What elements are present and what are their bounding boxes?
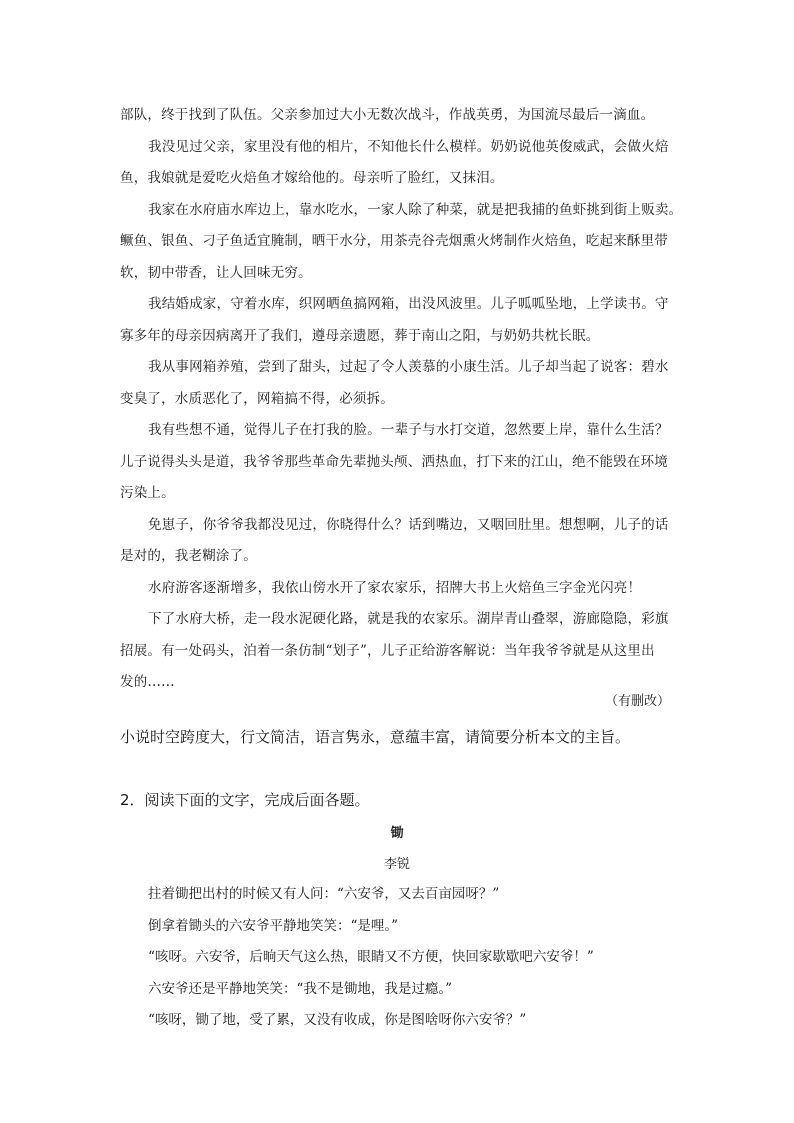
passage-1-line: 我有些想不通，觉得儿子在打我的脸。一辈子与水打交道，忽然要上岸，靠什么生活？ — [148, 422, 669, 438]
passage-2-line: 拄着锄把出村的时候又有人问：“六安爷，又去百亩园呀？” — [148, 886, 500, 902]
source-note: （有删改） — [604, 694, 670, 709]
passage-1-line: 水府游客逐渐增多，我依山傍水开了家农家乐，招牌大书上火焙鱼三字金光闪亮！ — [148, 579, 642, 596]
passage-2-line: “咳呀，锄了地，受了累，又没有收成，你是图啥呀你六安爷？” — [148, 1012, 527, 1028]
question-2-heading: 2．阅读下面的文字，完成后面各题。 — [120, 791, 370, 809]
passage-1-line: 我从事网箱养殖，尝到了甜头，过起了令人羡慕的小康生活。儿子却当起了说客：碧水 — [148, 359, 669, 375]
passage-1-line: 变臭了，水质恶化了，网箱搞不得，必须拆。 — [120, 390, 394, 407]
passage-1-line: 免崽子，你爷爷我都没见过，你晓得什么？话到嘴边，又咽回肚里。想想啊，儿子的话 — [148, 516, 669, 533]
passage-1-line: 我没见过父亲，家里没有他的相片，不知他长什么模样。奶奶说他英俊威武，会做火焙 — [148, 138, 669, 155]
passage-1-line: 我结婚成家，守着水库，织网晒鱼搞网箱，出没风波里。儿子呱呱坠地，上学读书。守 — [148, 296, 669, 312]
passage-2 — [148, 879, 688, 1037]
passage-1 — [120, 100, 683, 699]
passage-1-line: 寡多年的母亲因病离开了我们，遵母亲遗愿，葬于南山之阳，与奶奶共枕长眠。 — [120, 327, 600, 344]
passage-1-line: 软，韧中带香，让人回味无穷。 — [120, 264, 312, 281]
passage-1-line: 鱼，我娘就是爱吃火焙鱼才嫁给他的。母亲听了脸红，又抹泪。 — [120, 170, 504, 186]
question-1: 小说时空跨度大，行文简洁，语言隽永，意蕴丰富，请简要分析本文的主旨。 — [120, 728, 631, 746]
passage-1-line: 儿子说得头头是道，我爷爷那些革命先辈抛头颅、洒热血，打下来的江山，绝不能毁在环境 — [120, 453, 668, 470]
passage-1-line: 是对的，我老糊涂了。 — [120, 548, 257, 564]
passage-1-line: 污染上。 — [120, 485, 175, 501]
passage-1-line: 鳜鱼、银鱼、刁子鱼适宜腌制，晒干水分，用茶壳谷壳烟熏火烤制作火焙鱼，吃起来酥里带 — [120, 233, 668, 249]
passage-1-line: 发的…… — [120, 674, 175, 690]
passage-2-author: 李锐 — [383, 857, 410, 872]
passage-2-title: 锄 — [390, 826, 404, 841]
passage-2-line: “咳呀。六安爷，后晌天气这么热，眼睛又不方便，快回家歇歇吧六安爷！” — [148, 949, 594, 965]
passage-2-line: 倒拿着锄头的六安爷平静地笑笑：“是哩。” — [148, 917, 399, 934]
passage-1-line: 我家在水府庙水库边上，靠水吃水，一家人除了种菜，就是把我捕的鱼虾挑到街上贩卖。 — [148, 201, 683, 218]
passage-2-line: 六安爷还是平静地笑笑：“我不是锄地，我是过瘾。” — [148, 980, 453, 997]
passage-1-line: 招展。有一处码头，泊着一条仿制“划子”，儿子正给游客解说：当年我爷爷就是从这里出 — [120, 642, 655, 659]
passage-1-line: 下了水府大桥，走一段水泥硬化路，就是我的农家乐。湖岸青山叠翠，游廊隐隐，彩旗 — [148, 611, 669, 627]
passage-1-line: 部队，终于找到了队伍。父亲参加过大小无数次战斗，作战英勇，为国流尽最后一滴血。 — [120, 107, 655, 123]
